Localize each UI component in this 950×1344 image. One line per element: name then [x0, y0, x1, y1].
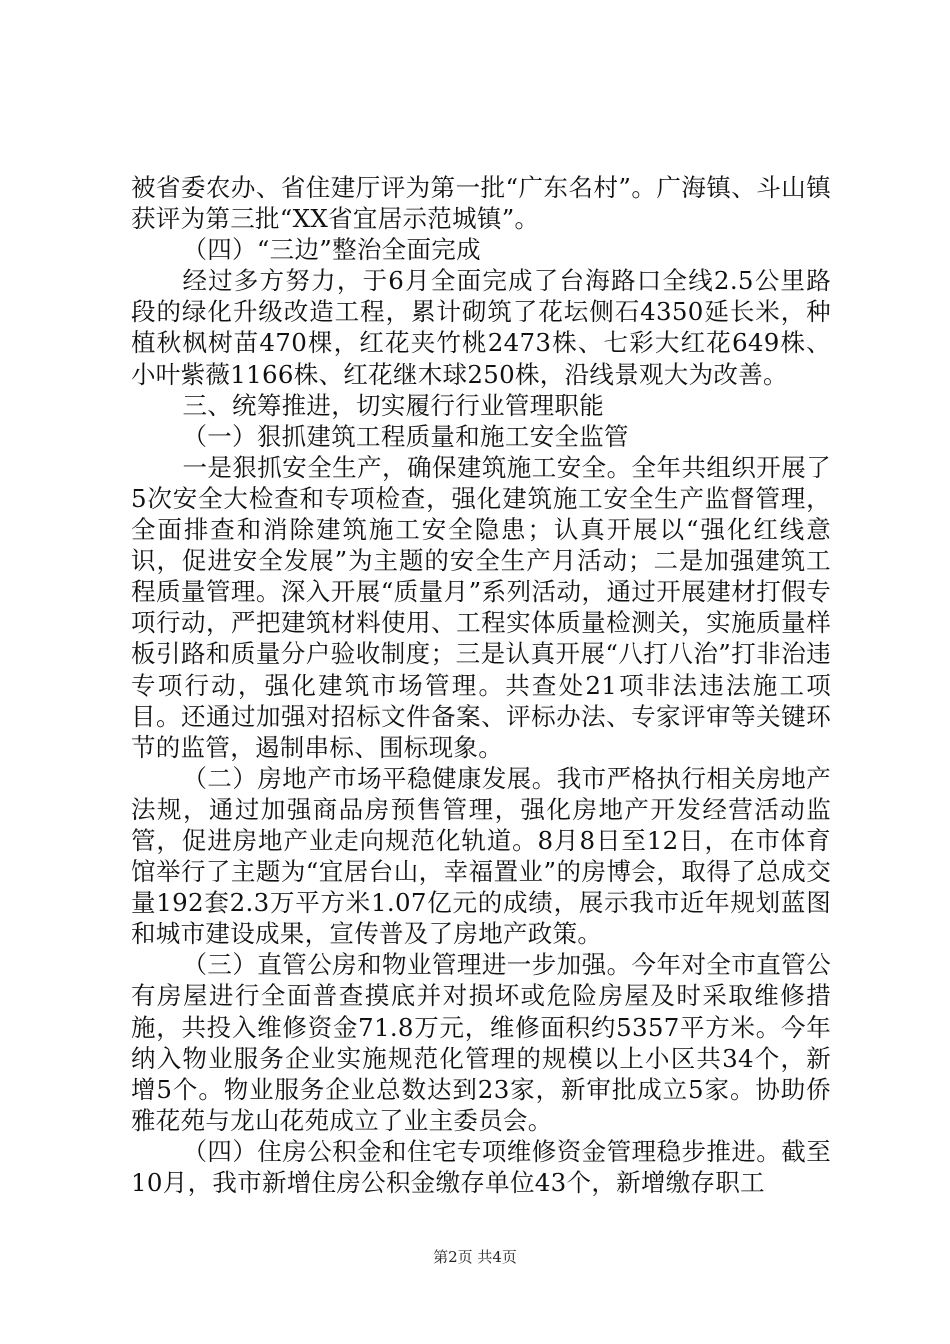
paragraph-continuation: 被省委农办、省住建厅评为第一批“广东名村”。广海镇、斗山镇获评为第三批“XX省宜居示范城镇”。 [131, 173, 831, 234]
paragraph: 经过多方努力，于6月全面完成了台海路口全线2.5公里路段的绿化升级改造工程，累计砌筑了花坛侧石4350延长米，种植秋枫树苗470棵，红花夹竹桃2473株、七彩大红花649株、小叶紫薇1166株、红花继木球250株，沿线景观大为改善。 [131, 266, 831, 389]
page-number-footer: 第2页 共4页 [433, 1248, 517, 1266]
paragraph: （三）直管公房和物业管理进一步加强。今年对全市直管公有房屋进行全面普查摸底并对损坏或危险房屋及时采取维修措施，共投入维修资金71.8万元，维修面积约5357平方米。今年纳入物业服务企业实施规范化管理的规模以上小区共34个，新增5个。物业服务企业总数达到23家，新审批成立5家。协助侨雅花苑与龙山花苑成立了业主委员会。 [131, 950, 831, 1135]
subsection-heading-one: （一）狠抓建筑工程质量和施工安全监管 [182, 421, 629, 451]
document-body [131, 172, 831, 1198]
paragraph: （二）房地产市场平稳健康发展。我市严格执行相关房地产法规，通过加强商品房预售管理，强化房地产开发经营活动监管，促进房地产业走向规范化轨道。8月8日至12日，在市体育馆举行了主题为“宜居台山，幸福置业”的房博会，取得了总成交量192套2.3万平方米1.07亿元的成绩，展示我市近年规划蓝图和城市建设成果，宣传普及了房地产政策。 [131, 763, 831, 949]
paragraph: 一是狠抓安全生产，确保建筑施工安全。全年共组织开展了5次安全大检查和专项检查，强化建筑施工安全生产监督管理，全面排查和消除建筑施工安全隐患；认真开展以“强化红线意识，促进安全发展”为主题的安全生产月活动；二是加强建筑工程质量管理。深入开展“质量月”系列活动，通过开展建材打假专项行动，严把建筑材料使用、工程实体质量检测关，实施质量样板引路和质量分户验收制度；三是认真开展“八打八治”打非治违专项行动，强化建筑市场管理。共查处21项非法违法施工项目。还通过加强对招标文件备案、评标办法、专家评审等关键环节的监管，遏制串标、围标现象。 [131, 452, 831, 762]
section-heading-three: 三、统筹推进，切实履行行业管理职能 [182, 390, 605, 420]
paragraph: （四）住房公积金和住宅专项维修资金管理稳步推进。截至10月，我市新增住房公积金缴存单位43个，新增缴存职工 [131, 1136, 831, 1197]
section-heading-four: （四）“三边”整治全面完成 [182, 235, 481, 265]
